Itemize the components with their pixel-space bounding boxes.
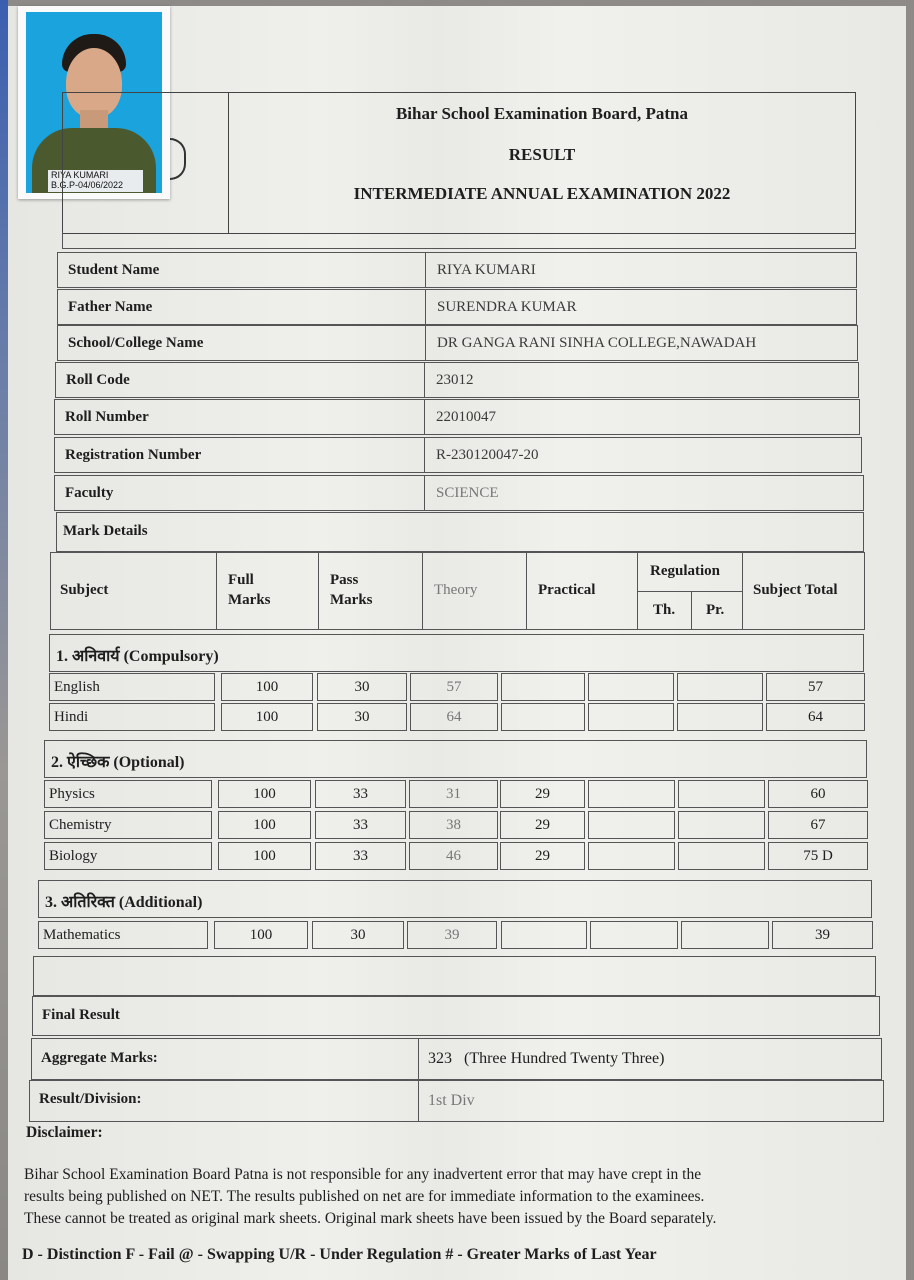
edge-fragment bbox=[900, 0, 914, 60]
marks-cell-subject bbox=[44, 811, 212, 839]
header-full-marks-1: Full bbox=[228, 572, 254, 588]
marks-cell-reg-pr bbox=[678, 811, 765, 839]
section-title: 3. अतिरिक्त (Additional) bbox=[45, 894, 203, 911]
marks-cell-reg-th bbox=[590, 921, 678, 949]
header-pass-marks-2: Marks bbox=[330, 592, 373, 608]
marks-cell-theory bbox=[407, 921, 497, 949]
col-divider bbox=[216, 552, 217, 630]
marks-value-subject: Mathematics bbox=[43, 927, 121, 943]
student-info-row bbox=[57, 325, 858, 361]
student-info-divider bbox=[425, 290, 426, 324]
section-title-row bbox=[44, 740, 867, 778]
col-divider bbox=[691, 591, 692, 630]
student-info-value: RIYA KUMARI bbox=[437, 262, 536, 278]
photo-caption-date: B.G.P-04/06/2022 bbox=[51, 180, 124, 190]
marks-cell-reg-th bbox=[588, 811, 675, 839]
marks-cell-theory bbox=[409, 811, 498, 839]
section-title: 2. ऐच्छिक (Optional) bbox=[51, 754, 185, 771]
photo-caption-name: RIYA KUMARI bbox=[51, 170, 109, 180]
division-divider bbox=[418, 1081, 419, 1121]
marks-value-practical: 29 bbox=[535, 848, 550, 864]
marks-value-subject: Physics bbox=[49, 786, 95, 802]
student-info-label: Father Name bbox=[68, 299, 153, 315]
final-result-row bbox=[32, 996, 880, 1036]
marks-cell-full bbox=[218, 842, 311, 870]
disclaimer-line-3: These cannot be treated as original mark sheets. Original mark sheets have been issued by the Board separately. bbox=[24, 1210, 717, 1227]
marks-cell-pass bbox=[315, 780, 406, 808]
marks-cell-reg-pr bbox=[677, 703, 763, 731]
col-divider bbox=[422, 552, 423, 630]
marks-cell-practical bbox=[500, 842, 585, 870]
marks-cell-reg-th bbox=[588, 673, 674, 701]
header-band bbox=[62, 232, 856, 249]
student-info-label: Registration Number bbox=[65, 447, 202, 463]
student-info-divider bbox=[424, 438, 425, 472]
marks-value-total: 64 bbox=[808, 709, 823, 725]
marks-value-theory: 46 bbox=[446, 848, 461, 864]
mark-details-row bbox=[56, 512, 864, 552]
marks-cell-full bbox=[218, 811, 311, 839]
marks-cell-total bbox=[766, 703, 865, 731]
student-info-value: 22010047 bbox=[436, 409, 496, 425]
marks-cell-reg-pr bbox=[678, 842, 765, 870]
marks-cell-theory bbox=[410, 673, 498, 701]
marks-cell-total bbox=[768, 811, 868, 839]
marks-cell-theory bbox=[409, 780, 498, 808]
marks-value-total: 57 bbox=[808, 679, 823, 695]
marks-value-full: 100 bbox=[255, 709, 279, 725]
marks-value-theory: 39 bbox=[444, 927, 460, 943]
col-divider bbox=[526, 552, 527, 630]
student-info-row bbox=[55, 362, 859, 398]
marks-cell-reg-pr bbox=[677, 673, 763, 701]
marks-cell-full bbox=[214, 921, 308, 949]
marks-cell-reg-th bbox=[588, 780, 675, 808]
marks-value-total: 75 D bbox=[803, 848, 833, 864]
marks-cell-practical bbox=[501, 703, 585, 731]
aggregate-divider bbox=[418, 1039, 419, 1079]
marks-cell-subject bbox=[49, 673, 215, 701]
section-title-row bbox=[38, 880, 872, 918]
marks-value-full: 100 bbox=[253, 786, 276, 802]
marks-value-practical: 29 bbox=[535, 817, 550, 833]
marks-value-theory: 64 bbox=[446, 709, 462, 725]
student-info-divider bbox=[425, 253, 426, 287]
student-info-row bbox=[54, 475, 864, 511]
marks-cell-subject bbox=[44, 780, 212, 808]
student-info-divider bbox=[424, 400, 425, 434]
student-info-value: R-230120047-20 bbox=[436, 447, 539, 463]
student-info-divider bbox=[424, 363, 425, 397]
marks-cell-reg-th bbox=[588, 703, 674, 731]
marks-cell-full bbox=[218, 780, 311, 808]
marks-value-theory: 31 bbox=[446, 786, 461, 802]
marks-value-theory: 57 bbox=[446, 679, 462, 695]
marks-value-pass: 33 bbox=[353, 786, 368, 802]
row-divider bbox=[637, 591, 742, 592]
marks-cell-practical bbox=[500, 811, 585, 839]
student-info-label: School/College Name bbox=[68, 335, 204, 351]
marks-cell-subject bbox=[38, 921, 208, 949]
exam-name: INTERMEDIATE ANNUAL EXAMINATION 2022 bbox=[353, 184, 731, 203]
marks-value-total: 60 bbox=[810, 786, 826, 802]
marks-cell-total bbox=[768, 842, 868, 870]
aggregate-label: Aggregate Marks: bbox=[41, 1050, 158, 1066]
division-value: 1st Div bbox=[428, 1092, 475, 1109]
student-info-divider bbox=[424, 476, 425, 510]
marks-cell-full bbox=[221, 703, 313, 731]
division-label: Result/Division: bbox=[39, 1091, 142, 1107]
marks-cell-practical bbox=[501, 921, 587, 949]
student-info-label: Roll Number bbox=[65, 409, 149, 425]
marks-value-pass: 33 bbox=[353, 817, 368, 833]
marks-value-subject: Chemistry bbox=[49, 817, 112, 833]
student-info-value: SCIENCE bbox=[436, 485, 499, 501]
marks-value-total: 67 bbox=[810, 817, 826, 833]
marks-value-full: 100 bbox=[253, 817, 276, 833]
marks-cell-pass bbox=[312, 921, 404, 949]
header-reg-th: Th. bbox=[653, 602, 676, 618]
disclaimer-title: Disclaimer: bbox=[26, 1124, 103, 1141]
student-info-row bbox=[54, 399, 860, 435]
student-info-divider bbox=[425, 326, 426, 360]
final-result-title: Final Result bbox=[42, 1007, 120, 1023]
marks-cell-pass bbox=[315, 811, 406, 839]
disclaimer-line-2: results being published on NET. The results published on net are for immediate information to the examinees. bbox=[24, 1188, 705, 1205]
blank-row bbox=[33, 956, 876, 996]
student-info-row bbox=[57, 289, 857, 325]
student-info-value: DR GANGA RANI SINHA COLLEGE,NAWADAH bbox=[437, 335, 757, 351]
header-theory: Theory bbox=[434, 582, 478, 598]
marks-value-subject: English bbox=[54, 679, 100, 695]
section-title-row bbox=[49, 634, 864, 672]
student-info-label: Student Name bbox=[68, 262, 160, 278]
header-regulation: Regulation bbox=[650, 563, 721, 579]
disclaimer-line-1: Bihar School Examination Board Patna is not responsible for any inadvertent error that may have crept in the bbox=[24, 1166, 702, 1183]
student-info-label: Faculty bbox=[65, 485, 114, 501]
marks-cell-practical bbox=[501, 673, 585, 701]
background-edge bbox=[0, 0, 8, 1280]
marks-cell-reg-th bbox=[588, 842, 675, 870]
student-info-label: Roll Code bbox=[66, 372, 130, 388]
header-subject: Subject bbox=[60, 582, 109, 598]
marks-cell-pass bbox=[317, 673, 407, 701]
header-reg-pr: Pr. bbox=[706, 602, 725, 618]
marks-value-full: 100 bbox=[249, 927, 273, 943]
marks-value-pass: 30 bbox=[354, 679, 370, 695]
marks-value-total: 39 bbox=[815, 927, 830, 943]
marks-cell-theory bbox=[410, 703, 498, 731]
division-row bbox=[29, 1080, 884, 1122]
board-name: Bihar School Examination Board, Patna bbox=[395, 104, 689, 123]
marks-value-subject: Hindi bbox=[54, 709, 89, 725]
marks-cell-full bbox=[221, 673, 313, 701]
marks-cell-total bbox=[768, 780, 868, 808]
marks-value-theory: 38 bbox=[446, 817, 461, 833]
legend: D - Distinction F - Fail @ - Swapping U/R - Under Regulation # - Greater Marks of Last Year bbox=[22, 1246, 657, 1263]
marks-value-pass: 30 bbox=[354, 709, 370, 725]
header-subject-total: Subject Total bbox=[753, 582, 838, 598]
section-title: 1. अनिवार्य (Compulsory) bbox=[56, 648, 219, 665]
aggregate-value: 323 (Three Hundred Twenty Three) bbox=[428, 1050, 665, 1067]
header-pass-marks-1: Pass bbox=[330, 572, 359, 588]
marks-cell-subject bbox=[44, 842, 212, 870]
document-type: RESULT bbox=[508, 145, 576, 164]
marks-cell-pass bbox=[317, 703, 407, 731]
marks-value-full: 100 bbox=[255, 679, 279, 695]
marks-value-practical: 29 bbox=[535, 786, 550, 802]
marks-value-subject: Biology bbox=[49, 848, 98, 864]
student-info-value: SURENDRA KUMAR bbox=[437, 299, 577, 315]
student-info-row bbox=[54, 437, 862, 473]
marks-cell-practical bbox=[500, 780, 585, 808]
student-info-value: 23012 bbox=[436, 372, 474, 388]
marks-value-pass: 33 bbox=[353, 848, 368, 864]
marks-cell-reg-pr bbox=[681, 921, 769, 949]
marks-cell-theory bbox=[409, 842, 498, 870]
marks-cell-total bbox=[766, 673, 865, 701]
marks-cell-subject bbox=[49, 703, 215, 731]
mark-details-title: Mark Details bbox=[63, 523, 148, 539]
header-divider bbox=[228, 92, 229, 234]
col-divider bbox=[318, 552, 319, 630]
header-full-marks-2: Marks bbox=[228, 592, 271, 608]
student-info-row bbox=[57, 252, 857, 288]
marks-value-full: 100 bbox=[253, 848, 276, 864]
marks-value-pass: 30 bbox=[350, 927, 366, 943]
marks-cell-pass bbox=[315, 842, 406, 870]
aggregate-row bbox=[31, 1038, 882, 1080]
col-divider bbox=[742, 552, 743, 630]
marks-cell-total bbox=[772, 921, 873, 949]
marks-cell-reg-pr bbox=[678, 780, 765, 808]
header-practical: Practical bbox=[538, 582, 596, 598]
